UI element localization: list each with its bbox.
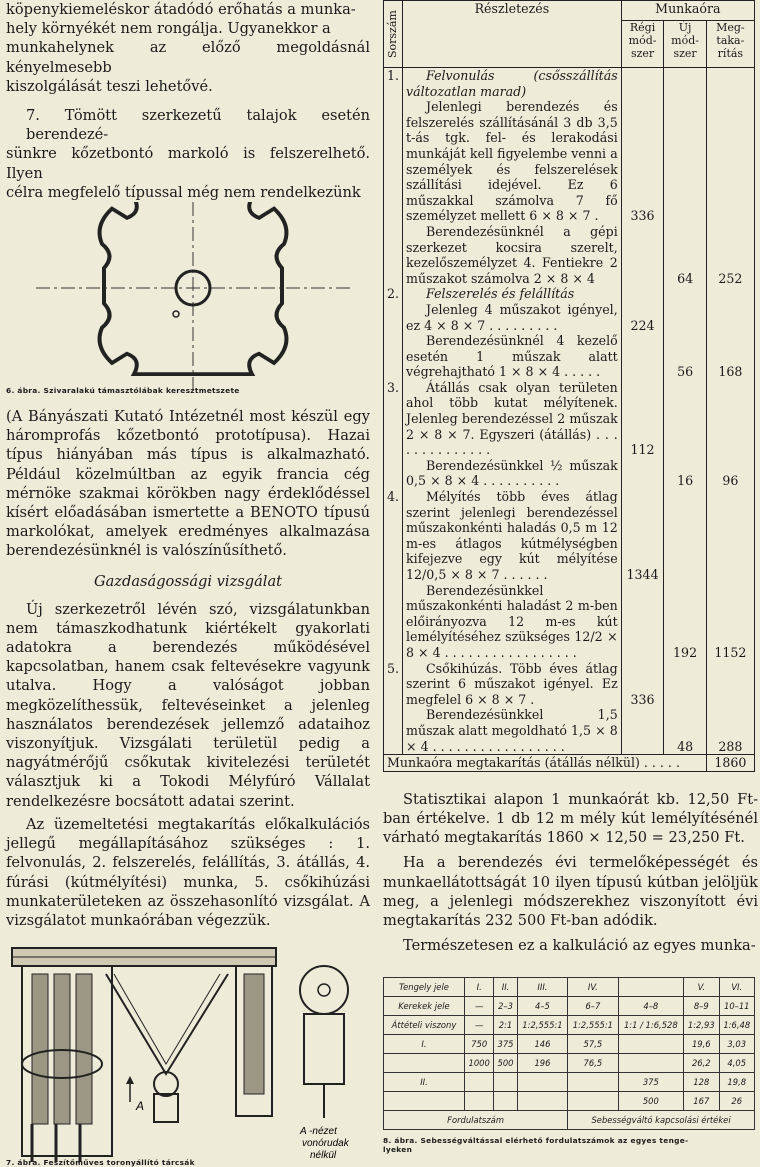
table-header-regi: Régi mód-szer xyxy=(621,20,664,67)
paragraph-statistics: Statisztikai alapon 1 munkaórát kb. 12,50 Ft-ban értékelve. 1 db 12 m mély kút lemélyítésénél várható megtakarítás 1860 × 12,50 = 23,250 Ft. xyxy=(383,790,758,847)
table-cell-megtakaritas: 252 xyxy=(706,224,754,286)
gear-table-row xyxy=(384,1035,755,1054)
gear-table-cell: 1:2,555:1 xyxy=(517,1016,567,1035)
gear-table-cell: 1:6,48 xyxy=(719,1016,755,1035)
table-cell-reszletezes: Jelenlegi berendezés és felszerelés szállításánál 3 db 3,5 t-ás tgk. fel- és lerakodási munkáját kell figyelembe venni a személyek és felszerelések szállítási idejével. Ez 6 műszakkal számolva 7 fő személyzet mellett 6 × 8 × 7 . xyxy=(403,99,622,224)
table-header-uj: Új mód-szer xyxy=(664,20,706,67)
figure-7-view-label: nélkül xyxy=(310,1150,337,1162)
table-cell-megtakaritas xyxy=(706,661,754,708)
table-cell-megtakaritas xyxy=(706,489,754,583)
figure-7-view-label: vonórudak xyxy=(302,1138,349,1150)
table-cell-uj xyxy=(664,302,706,333)
paragraph-operations: Az üzemeltetési megtakarítás előkalkulációs jellegű megállapításához szükséges : 1. felvonulás, 2. felszerelés, felállítás, 3. átállás, 4. fúrási (kútmélyítési) munka, 5. csőkihúzási munkaterületeken az összehasonlító vizsgálat. A vizsgálatot munkaórában végezzük. xyxy=(6,815,370,929)
gear-table-cell: 3,03 xyxy=(719,1035,755,1054)
left-column xyxy=(6,0,370,1167)
gear-table-cell: 1:2,93 xyxy=(684,1016,719,1035)
table-row xyxy=(384,68,755,100)
table-cell-uj: 192 xyxy=(664,583,706,661)
table-cell-megtakaritas: 288 xyxy=(706,707,754,754)
table-cell-uj: 48 xyxy=(664,707,706,754)
gear-table-cell: I. xyxy=(465,978,494,997)
gear-table-cell: 4,05 xyxy=(719,1054,755,1073)
gear-table-cell: III. xyxy=(517,978,567,997)
gear-table-cell: 500 xyxy=(494,1054,517,1073)
gear-table-cell: Kerekek jele xyxy=(384,997,465,1016)
table-cell-reszletezes: Felvonulás (csősszállítás változatlan marad) xyxy=(403,68,622,100)
gear-table-cell: 128 xyxy=(684,1073,719,1092)
table-cell-regi: 336 xyxy=(621,661,664,708)
table-cell-reszletezes: Berendezésünknél a gépi szerkezet kocsira szerelt, kezelőszemélyzet 4. Fentiekre 2 műszakot számolva 2 × 8 × 4 xyxy=(403,224,622,286)
gear-table-cell: 19,8 xyxy=(719,1073,755,1092)
para-7-line: sünkre kőzetbontó markoló is felszerelhető. Ilyen xyxy=(6,145,370,182)
gear-side-label: Sebességváltó kapcsolási értékei xyxy=(568,1111,755,1130)
gear-table-cell: II. xyxy=(384,1073,465,1092)
table-cell-megtakaritas xyxy=(706,380,754,458)
gear-table-cell xyxy=(618,1035,683,1054)
gear-table-row xyxy=(384,997,755,1016)
table-cell-regi xyxy=(621,286,664,302)
table-row xyxy=(384,302,755,333)
gear-table-cell: 500 xyxy=(618,1092,683,1111)
table-cell-megtakaritas: 168 xyxy=(706,333,754,380)
gear-table-cell xyxy=(618,1054,683,1073)
table-cell-reszletezes: Berendezésünkkel 1,5 műszak alatt megoldható 1,5 × 8 × 4 . . . . . . . . . . . . . . . . . xyxy=(403,707,622,754)
paragraph-economy: Új szerkezetről lévén szó, vizsgálatunkban nem támaszkodhatunk kiértékelt gyakorlati adatokra a berendezés működésével kapcsolatban, hanem csak feltevésekre vagyunk utalva. Hogy a valóságot jobban megközelíthessük, feltevéseinket a jelenleg használatos berendezések jellemző adataihoz viszonyítjuk. Vizsgálati területül pedig a nagyátmérőjű csőkutak kivitelezési területét választjuk ki a Tokodi Mélyfúró Vállalat rendelkezésre bocsátott adatai szerint. xyxy=(6,600,370,810)
para-top-line: munkahelynek az előző megoldásnál kényelmesebb xyxy=(6,39,370,76)
table-cell-uj xyxy=(664,99,706,224)
table-header-megtakaritas: Meg-taka-rítás xyxy=(706,20,754,67)
gear-table-cell: 26 xyxy=(719,1092,755,1111)
table-cell-reszletezes: Felszerelés és felállítás xyxy=(403,286,622,302)
table-cell-reszletezes: Csőkihúzás. Több éves átlag szerint 6 műszakot igényel. Ez megfelel 6 × 8 × 7 . xyxy=(403,661,622,708)
table-cell-reszletezes: Berendezésünknél 4 kezelő esetén 1 műszak alatt végrehajtható 1 × 8 × 4 . . . . . xyxy=(403,333,622,380)
table-cell-regi xyxy=(621,583,664,661)
gear-table-cell: 26,2 xyxy=(684,1054,719,1073)
table-cell-uj xyxy=(664,380,706,458)
table-total-value: 1860 xyxy=(706,755,754,772)
table-cell-sorszam: 1. xyxy=(384,68,403,100)
table-cell-uj xyxy=(664,286,706,302)
gear-table-cell: 4–5 xyxy=(517,997,567,1016)
gear-table-cell: I. xyxy=(384,1035,465,1054)
table-cell-uj: 64 xyxy=(664,224,706,286)
gear-table-cell: 167 xyxy=(684,1092,719,1111)
table-row xyxy=(384,380,755,458)
table-cell-uj xyxy=(664,661,706,708)
figure-7-view-label: A -nézet xyxy=(300,1126,337,1138)
table-header-reszletezes: Részletezés xyxy=(403,1,622,68)
para-top-line: hely környékét nem rongálja. Ugyanekkor a xyxy=(6,20,331,38)
gear-table-cell: 375 xyxy=(494,1035,517,1054)
table-cell-reszletezes: Jelenleg 4 műszakot igényel, ez 4 × 8 × 7 . . . . . . . . . xyxy=(403,302,622,333)
table-cell-sorszam xyxy=(384,99,403,224)
table-row xyxy=(384,286,755,302)
gear-table-row xyxy=(384,1016,755,1035)
table-total-label: Munkaóra megtakarítás (átállás nélkül) . . . . . xyxy=(384,755,707,772)
paragraph-naturally: Természetesen ez a kalkuláció az egyes munka- xyxy=(403,937,756,955)
gear-table-cell xyxy=(618,978,683,997)
gear-table-row xyxy=(384,978,755,997)
table-cell-uj: 56 xyxy=(664,333,706,380)
table-cell-regi: 1344 xyxy=(621,489,664,583)
figure-7-drawing xyxy=(6,934,370,1166)
gear-table-cell: 19,6 xyxy=(684,1035,719,1054)
table-cell-sorszam: 3. xyxy=(384,380,403,458)
gear-table-cell xyxy=(384,1092,465,1111)
right-column xyxy=(383,0,758,1154)
table-row xyxy=(384,99,755,224)
section-title: Gazdaságossági vizsgálat xyxy=(93,572,283,590)
gear-table-cell xyxy=(517,1073,567,1092)
gear-table-cell: 196 xyxy=(517,1054,567,1073)
gear-table-cell: 750 xyxy=(465,1035,494,1054)
table-cell-sorszam xyxy=(384,458,403,489)
gear-table-side-labels xyxy=(384,1111,755,1130)
gear-table-cell: — xyxy=(465,997,494,1016)
figure-8-caption-cont: lyeken xyxy=(383,1145,413,1155)
figure-6-cross-section xyxy=(6,202,370,390)
para-top-line: köpenykiemeléskor átadódó erőhatás a munka- xyxy=(6,1,356,18)
paragraph-prototype: (A Bányászati Kutató Intézetnél most készül egy háromprofás kőzetbontó prototípusa). Hazai típus hiányában más típus is alkalmazható. Például közelmúltban az egyik francia cég mérnöke szakmai körökben nagy érdeklődéssel kísért előadásában ismertette a BENOTO típusú markolókat, amelyek eredményes alkalmazása berendezésünknél is valószínűsíthető. xyxy=(6,408,370,560)
table-row xyxy=(384,583,755,661)
table-row xyxy=(384,458,755,489)
table-cell-megtakaritas: 96 xyxy=(706,458,754,489)
table-cell-sorszam xyxy=(384,224,403,286)
gear-table-cell xyxy=(517,1092,567,1111)
table-cell-sorszam: 4. xyxy=(384,489,403,583)
figure-7-caption: 7. ábra. Feszítőműves toronyállító tárcsák xyxy=(6,1158,195,1167)
table-row xyxy=(384,661,755,708)
gear-table-cell: 2:1 xyxy=(494,1016,517,1035)
table-cell-megtakaritas xyxy=(706,68,754,100)
table-cell-regi xyxy=(621,224,664,286)
gear-table-cell: 375 xyxy=(618,1073,683,1092)
table-cell-megtakaritas xyxy=(706,286,754,302)
table-cell-regi: 336 xyxy=(621,99,664,224)
gear-table-cell: 76,5 xyxy=(568,1054,618,1073)
gear-speed-table xyxy=(383,977,755,1130)
gear-side-label: Fordulatszám xyxy=(384,1111,568,1130)
gear-table-cell: VI. xyxy=(719,978,755,997)
gear-table-cell: V. xyxy=(684,978,719,997)
gear-table-cell: IV. xyxy=(568,978,618,997)
gear-table-cell: Tengely jele xyxy=(384,978,465,997)
table-header-sorszam: Sorszám xyxy=(384,1,403,68)
gear-table-row xyxy=(384,1092,755,1111)
gear-table-cell: — xyxy=(465,1016,494,1035)
table-cell-reszletezes: Berendezésünkkel ½ műszak 0,5 × 8 × 4 . . . . . . . . . . xyxy=(403,458,622,489)
table-cell-sorszam xyxy=(384,707,403,754)
gear-table-row xyxy=(384,1054,755,1073)
table-cell-reszletezes: Átállás csak olyan területen ahol több kutat mélyítenek. Jelenleg berendezéssel 2 műszak 2 × 8 × 7. Egyszeri (átállás) . . . . . . . . . . . . . . xyxy=(403,380,622,458)
table-row xyxy=(384,333,755,380)
table-cell-regi xyxy=(621,333,664,380)
figure-8-caption: 8. ábra. Sebességváltással elérhető fordulatszámok az egyes tenge- xyxy=(383,1136,689,1146)
gear-table-cell: 57,5 xyxy=(568,1035,618,1054)
paragraph-annual: Ha a berendezés évi termelőképességét és munkaellátottságát 10 ilyen típusú kútban jelöljük meg, a jelenlegi módszerekhez viszonyított évi megtakarítás 232 500 Ft-ban adódik. xyxy=(383,854,758,929)
gear-table-cell: II. xyxy=(494,978,517,997)
figure-6-caption: 6. ábra. Szivaralakú támasztólábak keresztmetszete xyxy=(6,386,240,396)
gear-table-cell: 4–8 xyxy=(618,997,683,1016)
table-cell-uj: 16 xyxy=(664,458,706,489)
gear-table-cell xyxy=(568,1092,618,1111)
work-hours-table xyxy=(383,0,755,772)
table-cell-megtakaritas: 1152 xyxy=(706,583,754,661)
gear-table-cell xyxy=(494,1092,517,1111)
gear-table-cell: 10–11 xyxy=(719,997,755,1016)
gear-table-cell xyxy=(384,1054,465,1073)
table-cell-sorszam xyxy=(384,333,403,380)
table-header-munkaora: Munkaóra xyxy=(621,1,754,21)
table-cell-sorszam: 5. xyxy=(384,661,403,708)
para-7-line: célra megfelelő típussal még nem rendelkezünk xyxy=(6,183,361,201)
gear-table-cell: 6–7 xyxy=(568,997,618,1016)
gear-table-cell: 1:1 / 1:6,528 xyxy=(618,1016,683,1035)
table-row xyxy=(384,224,755,286)
gear-table-cell: 1000 xyxy=(465,1054,494,1073)
gear-table-cell xyxy=(465,1073,494,1092)
table-cell-regi: 112 xyxy=(621,380,664,458)
gear-table-row xyxy=(384,1073,755,1092)
table-cell-sorszam xyxy=(384,302,403,333)
para-7-line: 7. Tömött szerkezetű talajok esetén berendezé- xyxy=(26,107,370,144)
para-top-line: kiszolgálását teszi lehetővé. xyxy=(6,77,213,95)
table-cell-megtakaritas xyxy=(706,302,754,333)
figure-7-label-a: A xyxy=(136,1099,145,1114)
gear-table-cell: 146 xyxy=(517,1035,567,1054)
table-cell-uj xyxy=(664,68,706,100)
gear-table-cell xyxy=(568,1073,618,1092)
gear-table-cell: 8–9 xyxy=(684,997,719,1016)
table-cell-reszletezes: Mélyítés több éves átlag szerint jelenlegi berendezéssel műszakonkénti haladás 0,5 m 12 m-es átlagos kútmélységben kifejezve egy kút mélyítése 12/0,5 × 8 × 7 . . . . . . xyxy=(403,489,622,583)
table-cell-regi xyxy=(621,707,664,754)
gear-table-cell xyxy=(465,1092,494,1111)
table-cell-sorszam xyxy=(384,583,403,661)
gear-table-cell xyxy=(494,1073,517,1092)
gear-table-cell: 1:2,555:1 xyxy=(568,1016,618,1035)
table-row xyxy=(384,707,755,754)
table-row xyxy=(384,489,755,583)
gear-table-cell: 2–3 xyxy=(494,997,517,1016)
table-cell-uj xyxy=(664,489,706,583)
table-cell-sorszam: 2. xyxy=(384,286,403,302)
table-cell-megtakaritas xyxy=(706,99,754,224)
table-cell-regi xyxy=(621,68,664,100)
table-cell-regi: 224 xyxy=(621,302,664,333)
table-cell-reszletezes: Berendezésünkkel műszakonkénti haladást 2 m-ben előirányozva 12 m-es kút lemélyítéséhez szükséges 12/2 × 8 × 4 . . . . . . . . . . . . . . . . . xyxy=(403,583,622,661)
table-cell-regi xyxy=(621,458,664,489)
gear-table-cell: Áttételi viszony xyxy=(384,1016,465,1035)
